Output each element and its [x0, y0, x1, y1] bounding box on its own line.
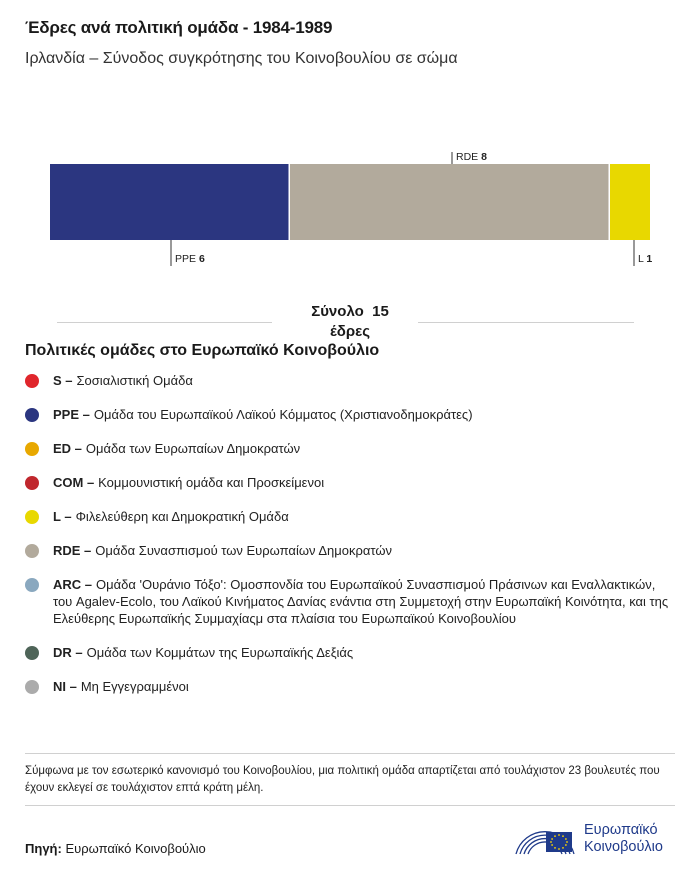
data-label-rde: RDE 8: [456, 151, 487, 163]
legend-swatch: [25, 476, 39, 490]
legend-abbr: DR –: [53, 645, 83, 660]
legend-item: [25, 576, 675, 627]
legend-label: Μη Εγγεγραμμένοι: [80, 679, 189, 694]
legend-swatch: [25, 578, 39, 592]
bar-segment-ppe: [50, 164, 289, 240]
legend-swatch: [25, 544, 39, 558]
ep-logo-text: [584, 822, 663, 856]
legend-item: [25, 440, 675, 457]
legend-item: [25, 542, 675, 559]
legend-text: [53, 440, 675, 457]
footnote: Σύμφωνα με τον εσωτερικό κανονισμό του Κοινοβουλίου, μια πολιτική ομάδα απαρτίζεται από τουλάχιστον 23 βουλευτές που έχουν εκλεγεί σε τουλάχιστον επτά κράτη μέλη.: [25, 765, 660, 794]
legend-swatch: [25, 374, 39, 388]
chart-title: Έδρες ανά πολιτική ομάδα - 1984-1989: [25, 18, 333, 37]
total-divider-right: [418, 322, 634, 323]
data-label-l: L 1: [638, 253, 653, 265]
legend-abbr: RDE –: [53, 543, 92, 558]
legend-abbr: PPE –: [53, 407, 90, 422]
legend-abbr: S –: [53, 373, 73, 388]
bar-segment-l: [610, 164, 650, 240]
legend-label: Ομάδα των Ευρωπαίων Δημοκρατών: [85, 441, 301, 456]
legend-text: [53, 644, 675, 661]
note-divider-bottom: [25, 805, 675, 806]
source-label: Πηγή:: [25, 841, 62, 856]
legend-swatch: [25, 680, 39, 694]
chart-subtitle: Ιρλανδία – Σύνοδος συγκρότησης του Κοινοβουλίου σε σώμα: [25, 50, 458, 67]
legend-abbr: NI –: [53, 679, 77, 694]
legend-swatch: [25, 408, 39, 422]
legend-text: [53, 474, 675, 491]
source-text: Ευρωπαϊκό Κοινοβούλιο: [65, 841, 206, 856]
legend-text: [53, 542, 675, 559]
legend-text: [53, 576, 675, 627]
legend-item: [25, 508, 675, 525]
stacked-bar-chart: [0, 140, 700, 280]
ep-logo-line1: Ευρωπαϊκό: [584, 822, 658, 838]
legend-title: Πολιτικές ομάδες στο Ευρωπαϊκό Κοινοβούλιο: [25, 342, 380, 359]
total-label: [290, 302, 410, 342]
legend-swatch: [25, 442, 39, 456]
legend-item: [25, 678, 675, 695]
total-divider-left: [57, 322, 272, 323]
legend-label: Ομάδα των Κομμάτων της Ευρωπαϊκής Δεξιάς: [86, 645, 354, 660]
legend-abbr: COM –: [53, 475, 95, 490]
legend-abbr: L –: [53, 509, 72, 524]
ep-logo-icon: [512, 818, 578, 858]
legend-abbr: ARC –: [53, 577, 93, 592]
ep-logo: [512, 818, 677, 858]
legend-label: Σοσιαλιστική Ομάδα: [76, 373, 193, 388]
legend-label: Ομάδα 'Ουράνιο Τόξο': Ομοσπονδία του Ευρωπαϊκού Συνασπισμού Πράσινων και Εναλλακτικών, του Agalev-Ecolo, του Λαϊκού Κινήματος Δανίας ενάντια στη Συμμετοχή στην Ευρωπαϊκή Κοινότητα, και της Ελεύθερης Ευρωπαϊκής Συμμαχίαςμ στα πλαίσια του Ευρωπαϊκού Κοινοβουλίου: [53, 577, 669, 626]
legend: [25, 372, 675, 695]
legend-item: [25, 406, 675, 423]
legend-item: [25, 372, 675, 389]
data-label-ppe: PPE 6: [175, 253, 205, 265]
legend-item: [25, 474, 675, 491]
total-line2: έδρες: [329, 323, 371, 340]
bar-segment-rde: [290, 164, 609, 240]
legend-label: Ομάδα του Ευρωπαϊκού Λαϊκού Κόμματος (Χριστιανοδημοκράτες): [93, 407, 473, 422]
legend-label: Ομάδα Συνασπισμού των Ευρωπαίων Δημοκρατών: [95, 543, 393, 558]
total-line1: Σύνολο 15: [311, 303, 389, 320]
source: [25, 841, 206, 856]
legend-item: [25, 644, 675, 661]
ep-logo-line2: Κοινοβούλιο: [584, 839, 663, 855]
legend-text: [53, 372, 675, 389]
legend-swatch: [25, 510, 39, 524]
note-divider-top: [25, 753, 675, 754]
legend-label: Κομμουνιστική ομάδα και Προσκείμενοι: [98, 475, 325, 490]
legend-text: [53, 508, 675, 525]
legend-label: Φιλελεύθερη και Δημοκρατική Ομάδα: [75, 509, 289, 524]
legend-abbr: ED –: [53, 441, 82, 456]
legend-text: [53, 406, 675, 423]
legend-text: [53, 678, 675, 695]
legend-swatch: [25, 646, 39, 660]
total-seats: [0, 300, 700, 340]
